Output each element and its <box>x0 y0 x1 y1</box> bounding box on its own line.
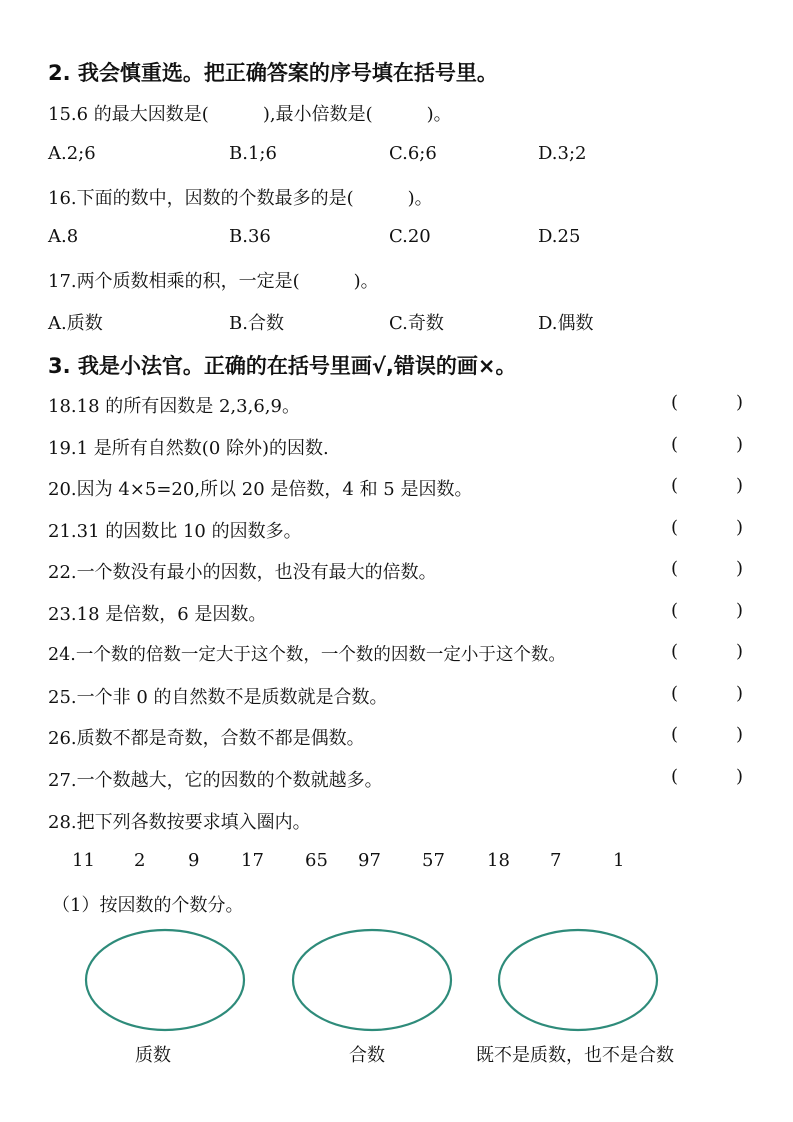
prime-circle[interactable] <box>86 930 244 1030</box>
q15-option-d: D.3;2 <box>538 143 587 164</box>
number-item: 18 <box>487 850 510 871</box>
paren-close: ) <box>735 517 743 538</box>
paren-open: ( <box>671 600 679 621</box>
judge-item-20: 20.因为 4×5=20,所以 20 是倍数，4 和 5 是因数。 <box>48 479 473 500</box>
q17-option-c: C.奇数 <box>389 313 444 334</box>
composite-label: 合数 <box>349 1045 385 1066</box>
neither-label: 既不是质数，也不是合数 <box>476 1045 674 1066</box>
composite-circle[interactable] <box>293 930 451 1030</box>
q17-option-b: B.合数 <box>229 313 284 334</box>
question-16: 16.下面的数中，因数的个数最多的是( )。 <box>48 188 433 209</box>
number-item: 9 <box>188 850 200 871</box>
judge-item-23: 23.18 是倍数，6 是因数。 <box>48 604 267 625</box>
paren-open: ( <box>671 724 679 745</box>
paren-close: ) <box>735 475 743 496</box>
paren-open: ( <box>671 766 679 787</box>
paren-open: ( <box>671 392 679 413</box>
q15-option-a: A.2;6 <box>48 143 96 164</box>
section-3-heading: 3. 我是小法官。正确的在括号里画√,错误的画×。 <box>48 354 517 378</box>
question-15: 15.6 的最大因数是( ),最小倍数是( )。 <box>48 104 452 125</box>
number-item: 11 <box>72 850 95 871</box>
q17-option-d: D.偶数 <box>538 313 594 334</box>
judge-item-26: 26.质数不都是奇数，合数不都是偶数。 <box>48 728 365 749</box>
judge-item-24: 24.一个数的倍数一定大于这个数，一个数的因数一定小于这个数。 <box>48 645 566 665</box>
q17-option-a: A.质数 <box>48 313 103 334</box>
paren-close: ) <box>735 766 743 787</box>
q16-option-a: A.8 <box>48 226 79 247</box>
question-28-sub1: （1）按因数的个数分。 <box>52 895 244 916</box>
prime-label: 质数 <box>135 1045 171 1066</box>
judge-item-18: 18.18 的所有因数是 2,3,6,9。 <box>48 396 300 417</box>
judge-item-22: 22.一个数没有最小的因数，也没有最大的倍数。 <box>48 562 437 583</box>
judge-item-21: 21.31 的因数比 10 的因数多。 <box>48 521 302 542</box>
number-item: 97 <box>358 850 381 871</box>
number-item: 1 <box>613 850 625 871</box>
judge-item-25: 25.一个非 0 的自然数不是质数就是合数。 <box>48 687 388 708</box>
paren-open: ( <box>671 558 679 579</box>
number-item: 7 <box>550 850 562 871</box>
paren-close: ) <box>735 683 743 704</box>
number-item: 2 <box>134 850 146 871</box>
number-item: 65 <box>305 850 328 871</box>
q16-option-b: B.36 <box>229 226 271 247</box>
paren-open: ( <box>671 475 679 496</box>
question-28: 28.把下列各数按要求填入圈内。 <box>48 812 311 833</box>
number-item: 57 <box>422 850 445 871</box>
paren-open: ( <box>671 641 679 662</box>
number-item: 17 <box>241 850 264 871</box>
neither-circle[interactable] <box>499 930 657 1030</box>
paren-close: ) <box>735 434 743 455</box>
paren-open: ( <box>671 434 679 455</box>
question-17: 17.两个质数相乘的积，一定是( )。 <box>48 271 379 292</box>
q15-option-b: B.1;6 <box>229 143 277 164</box>
paren-close: ) <box>735 600 743 621</box>
q16-option-d: D.25 <box>538 226 581 247</box>
paren-open: ( <box>671 683 679 704</box>
judge-item-19: 19.1 是所有自然数(0 除外)的因数. <box>48 438 329 459</box>
paren-close: ) <box>735 558 743 579</box>
q16-option-c: C.20 <box>389 226 431 247</box>
paren-close: ) <box>735 392 743 413</box>
q15-option-c: C.6;6 <box>389 143 437 164</box>
paren-close: ) <box>735 724 743 745</box>
paren-open: ( <box>671 517 679 538</box>
judge-item-27: 27.一个数越大，它的因数的个数就越多。 <box>48 770 383 791</box>
paren-close: ) <box>735 641 743 662</box>
section-2-heading: 2. 我会慎重选。把正确答案的序号填在括号里。 <box>48 61 498 85</box>
